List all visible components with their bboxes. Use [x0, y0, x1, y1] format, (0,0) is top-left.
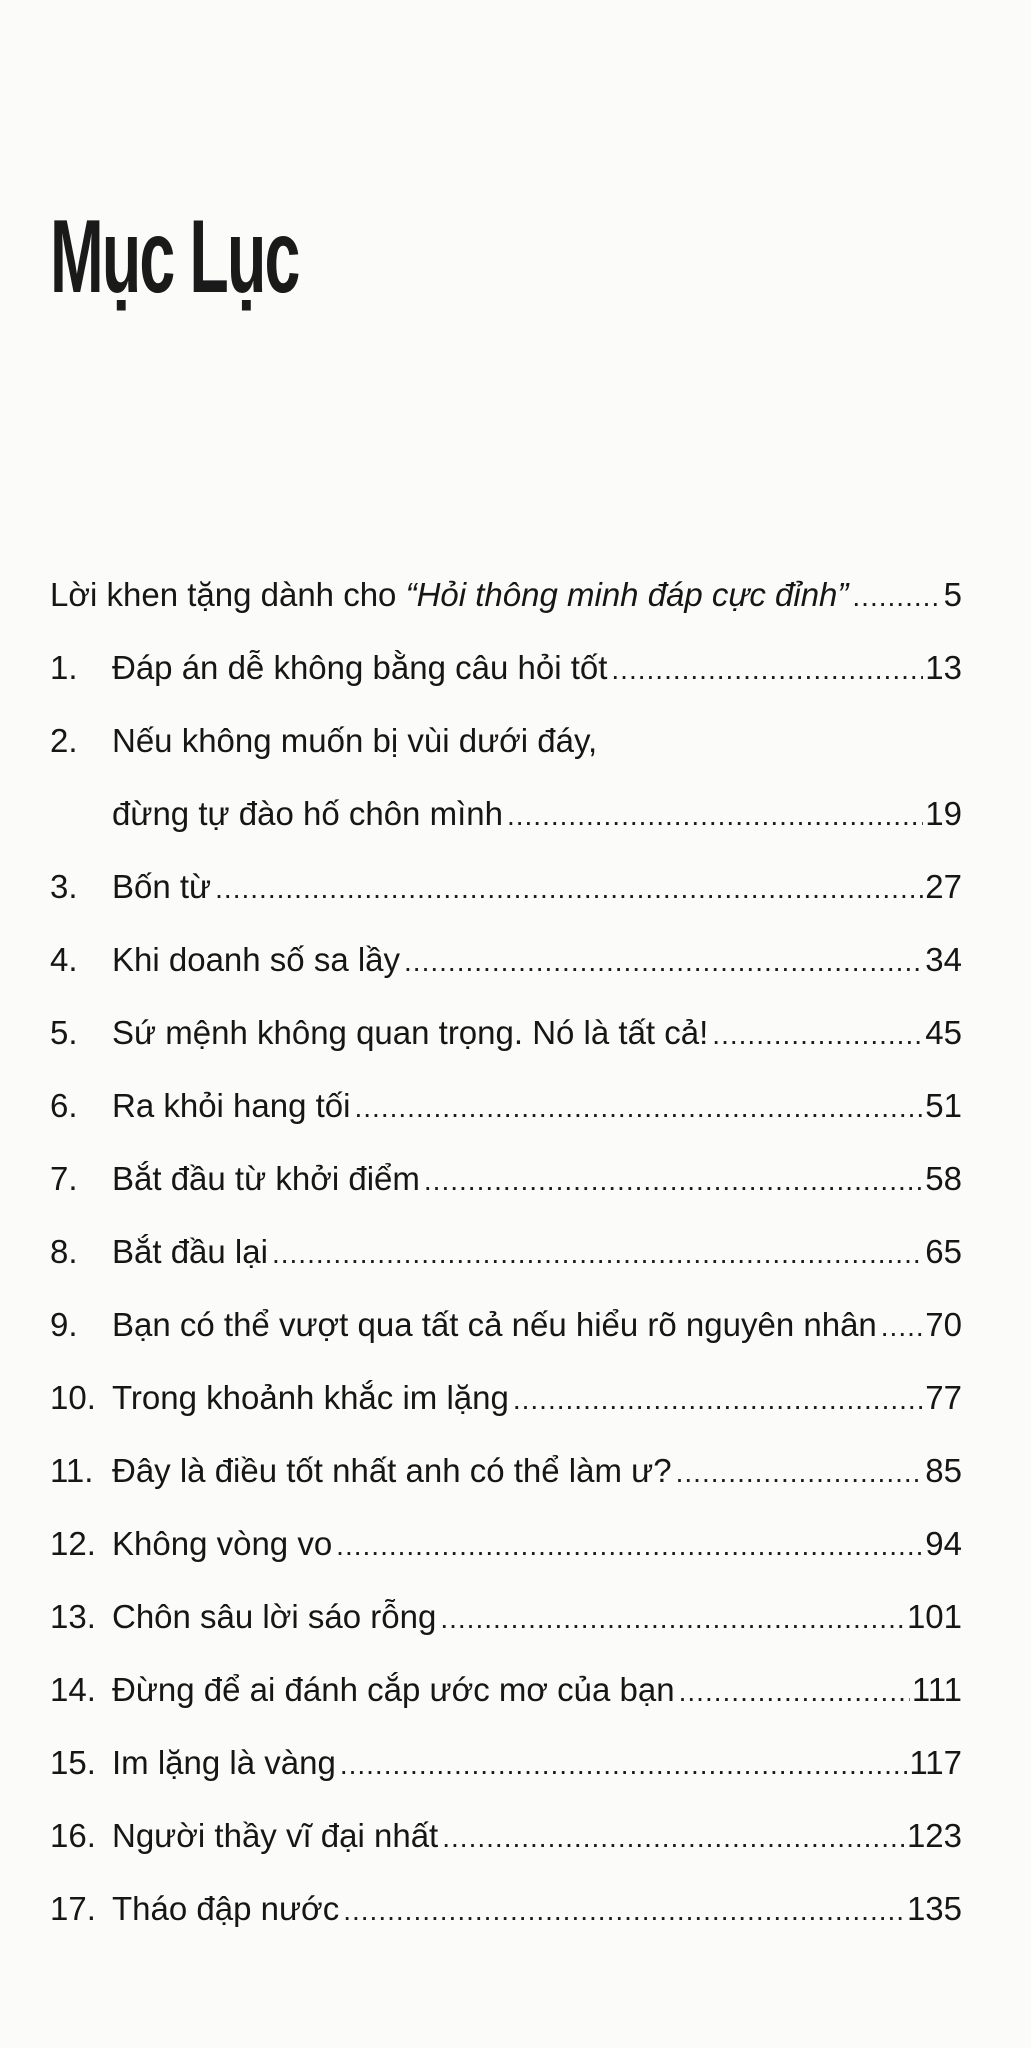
toc-entry-text: Ra khỏi hang tối — [112, 1087, 351, 1124]
page-title: Mục Lục — [50, 199, 299, 315]
toc-entry-text: Người thầy vĩ đại nhất — [112, 1817, 439, 1854]
toc-entry-number: 7. — [50, 1160, 78, 1197]
table-of-contents — [50, 558, 962, 1945]
dot-leader — [336, 1509, 923, 1582]
dot-leader — [442, 1801, 905, 1874]
toc-entry-page: 65 — [925, 1233, 962, 1270]
toc-entry-number: 10. — [50, 1379, 96, 1416]
toc-entry-number: 5. — [50, 1014, 78, 1051]
toc-entry-page: 111 — [911, 1671, 962, 1708]
toc-entry-page: 117 — [909, 1744, 962, 1781]
toc-entry-page: 101 — [906, 1598, 962, 1635]
toc-entry-text: Đây là điều tốt nhất anh có thể làm ư? — [112, 1452, 672, 1489]
dot-leader — [507, 779, 923, 852]
toc-entry-page: 19 — [925, 795, 962, 832]
toc-entry-page: 94 — [925, 1525, 962, 1562]
book-title-italic: “Hỏi thông minh đáp cực đỉnh” — [405, 576, 849, 613]
dot-leader — [513, 1363, 923, 1436]
toc-entry-text: Lời khen tặng dành cho “Hỏi thông minh đáp cực đỉnh” — [50, 576, 849, 613]
toc-entry-page: 70 — [925, 1306, 962, 1343]
toc-entry — [50, 1799, 962, 1872]
toc-entry-page: 77 — [925, 1379, 962, 1416]
toc-entry-number: 4. — [50, 941, 78, 978]
toc-entry-text: Đừng để ai đánh cắp ước mơ của bạn — [112, 1671, 675, 1708]
dot-leader — [676, 1436, 924, 1509]
toc-entry — [50, 631, 962, 704]
toc-entry-text: Không vòng vo — [112, 1525, 333, 1562]
toc-entry-page: 5 — [943, 576, 962, 613]
toc-entry-number: 15. — [50, 1744, 96, 1781]
toc-entry-text: Nếu không muốn bị vùi dưới đáy, — [112, 722, 598, 759]
dot-leader — [881, 1290, 924, 1363]
toc-entry — [50, 1653, 962, 1726]
toc-entry-page: 45 — [925, 1014, 962, 1051]
dot-leader — [355, 1071, 924, 1144]
toc-entry-text: Tháo đập nước — [112, 1890, 340, 1927]
dot-leader — [340, 1728, 908, 1801]
toc-entry — [50, 1726, 962, 1799]
toc-entry — [50, 1069, 962, 1142]
toc-entry — [50, 1434, 962, 1507]
toc-entry-number: 14. — [50, 1671, 96, 1708]
toc-entry-number: 6. — [50, 1087, 78, 1124]
toc-entry-page: 13 — [925, 649, 962, 686]
toc-entry-text: Đáp án dễ không bằng câu hỏi tốt — [112, 649, 608, 686]
toc-entry — [50, 704, 962, 777]
toc-entry-text: Trong khoảnh khắc im lặng — [112, 1379, 509, 1416]
toc-entry — [50, 1361, 962, 1434]
dot-leader — [404, 925, 923, 998]
toc-entry-text: Khi doanh số sa lầy — [112, 941, 401, 978]
toc-entry-text: Bốn từ — [112, 868, 212, 905]
toc-entry — [50, 1872, 962, 1945]
toc-entry-number: 17. — [50, 1890, 96, 1927]
toc-entry — [50, 1142, 962, 1215]
toc-entry-number: 13. — [50, 1598, 96, 1635]
toc-entry-number: 8. — [50, 1233, 78, 1270]
toc-entry-intro — [50, 558, 962, 631]
toc-entry-page: 34 — [925, 941, 962, 978]
dot-leader — [679, 1655, 910, 1728]
toc-entry-text: Bạn có thể vượt qua tất cả nếu hiểu rõ nguyên nhân — [112, 1306, 877, 1343]
toc-entry — [50, 1215, 962, 1288]
toc-entry-text: Bắt đầu lại — [112, 1233, 268, 1270]
toc-entry-number: 1. — [50, 649, 78, 686]
toc-entry-text: Bắt đầu từ khởi điểm — [112, 1160, 420, 1197]
dot-leader — [272, 1217, 923, 1290]
dot-leader — [215, 852, 923, 925]
dot-leader — [852, 560, 941, 633]
toc-entry-number: 3. — [50, 868, 78, 905]
toc-entry-text: Sứ mệnh không quan trọng. Nó là tất cả! — [112, 1014, 709, 1051]
toc-entry-number: 2. — [50, 722, 78, 759]
dot-leader — [712, 998, 923, 1071]
toc-entry-text: đừng tự đào hố chôn mình — [112, 795, 503, 832]
toc-entry — [50, 1580, 962, 1653]
toc-entry-page: 58 — [925, 1160, 962, 1197]
toc-entry-continuation — [50, 777, 962, 850]
toc-entry-page: 27 — [925, 868, 962, 905]
toc-entry-page: 135 — [906, 1890, 962, 1927]
toc-entry — [50, 996, 962, 1069]
toc-entry-number: 16. — [50, 1817, 96, 1854]
toc-entry — [50, 1507, 962, 1580]
toc-entry — [50, 923, 962, 996]
toc-entry-number: 9. — [50, 1306, 78, 1343]
toc-entry-page: 85 — [925, 1452, 962, 1489]
toc-entry-page: 51 — [925, 1087, 962, 1124]
dot-leader — [424, 1144, 923, 1217]
dot-leader — [440, 1582, 905, 1655]
toc-entry-text: Im lặng là vàng — [112, 1744, 336, 1781]
toc-entry-number: 11. — [50, 1452, 94, 1489]
toc-entry — [50, 1288, 962, 1361]
dot-leader — [611, 633, 923, 706]
toc-entry-page: 123 — [906, 1817, 962, 1854]
dot-leader — [343, 1874, 905, 1947]
toc-entry-text: Chôn sâu lời sáo rỗng — [112, 1598, 437, 1635]
toc-entry — [50, 850, 962, 923]
toc-entry-number: 12. — [50, 1525, 96, 1562]
